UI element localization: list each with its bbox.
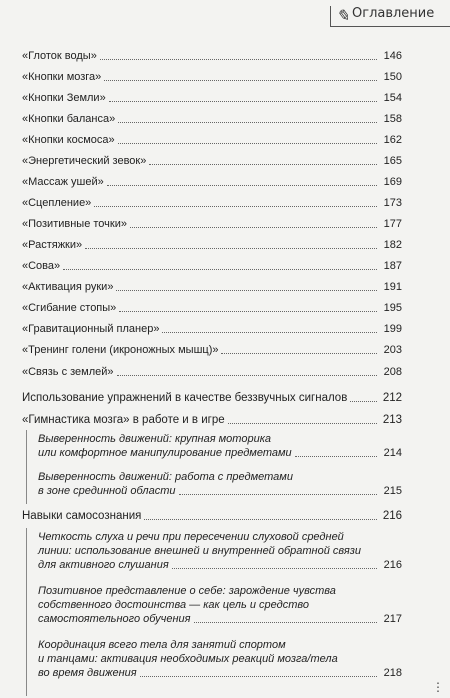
leader-dots [144, 518, 377, 520]
leader-dots [116, 289, 377, 291]
pen-icon: ✎ [336, 6, 350, 25]
toc-entry-label: «Сцепление» [22, 197, 92, 209]
toc-entry-label: «Связь с землей» [22, 366, 114, 378]
toc-entry-label: «Сгибание стопы» [22, 302, 117, 314]
leader-dots [149, 163, 377, 165]
leader-dots [109, 100, 377, 102]
toc-entry-page: 165 [383, 155, 402, 167]
toc-entry-label: «Тренинг голени (икроножных мышц)» [22, 344, 219, 356]
toc-subentry-line: линии: использование внешней и внутренней обратной связи [38, 545, 362, 557]
toc-entry-label: «Глоток воды» [22, 50, 97, 62]
toc-subentry-line: для активного слушания [38, 559, 169, 571]
toc-entry-label: «Гравитационный планер» [22, 323, 160, 335]
toc-entry-label: «Массаж ушей» [22, 176, 104, 188]
leader-dots [172, 568, 377, 569]
leader-dots [85, 247, 377, 249]
leader-dots [194, 622, 377, 623]
toc-entry-page: 208 [383, 366, 402, 378]
toc-entry[interactable] [22, 239, 402, 252]
leader-dots [117, 374, 377, 376]
toc-entry-page: 154 [383, 92, 402, 104]
toc-section[interactable] [22, 414, 402, 427]
toc-subentry-page: 216 [383, 559, 402, 571]
toc-entry-page: 177 [383, 218, 402, 230]
toc-section-label: «Гимнастика мозга» в работе и в игре [22, 414, 225, 426]
toc-entry[interactable] [22, 197, 402, 210]
toc-subentry-line: в зоне срединной области [38, 485, 176, 497]
toc-subentry[interactable] [38, 470, 402, 498]
leader-dots [104, 79, 377, 81]
toc-subentry-page: 217 [383, 613, 402, 625]
leader-dots [100, 58, 377, 60]
toc-subentry[interactable] [38, 638, 402, 680]
subsection-bar [26, 430, 27, 504]
toc-entry-page: 158 [383, 113, 402, 125]
toc-entry-page: 162 [383, 134, 402, 146]
toc-entry-page: 169 [383, 176, 402, 188]
toc-entry-label: «Кнопки мозга» [22, 71, 102, 83]
toc-subentry-line: и танцами: активация необходимых реакций мозга/тела [38, 653, 338, 665]
toc-entry[interactable] [22, 155, 402, 168]
leader-dots [228, 422, 377, 424]
leader-dots [94, 205, 377, 207]
toc-section[interactable] [22, 510, 402, 523]
leader-dots [140, 676, 377, 677]
toc-entry-label: «Кнопки Земли» [22, 92, 106, 104]
leader-dots [63, 268, 377, 270]
toc-subentry-line: Четкость слуха и речи при пересечении слуховой средней [38, 531, 344, 543]
toc-entry-label: «Растяжки» [22, 239, 83, 251]
toc-subentry-page: 215 [383, 485, 402, 497]
toc-entry-page: 199 [383, 323, 402, 335]
toc-entry[interactable] [22, 92, 402, 105]
toc-entry[interactable] [22, 218, 402, 231]
toc-entry-label: «Позитивные точки» [22, 218, 127, 230]
toc-entry[interactable] [22, 366, 402, 379]
leader-dots [118, 142, 377, 144]
toc-section-page: 213 [382, 414, 402, 426]
toc-subentry-line: Координация всего тела для занятий спортом [38, 639, 286, 651]
toc-subentry-page: 214 [383, 447, 402, 459]
toc-entry-page: 191 [383, 281, 402, 293]
toc-subentry-line: или комфортное манипулирование предметами [38, 447, 292, 459]
toc-subentry-line: самостоятельного обучения [38, 613, 191, 625]
toc-entry[interactable] [22, 323, 402, 336]
toc-entry-page: 150 [383, 71, 402, 83]
leader-dots [295, 456, 377, 457]
leader-dots [162, 331, 377, 333]
leader-dots [119, 310, 377, 312]
header-divider [330, 6, 331, 26]
toc-section[interactable] [22, 392, 402, 405]
running-header [330, 0, 450, 27]
toc-entry-label: «Энергетический зевок» [22, 155, 147, 167]
toc-entry-page: 146 [383, 50, 402, 62]
page-edge-mark: ⋮ [432, 680, 444, 694]
toc-entry[interactable] [22, 344, 402, 357]
leader-dots [130, 226, 377, 228]
toc-entry[interactable] [22, 50, 402, 63]
toc-subentry-line: собственного достоинства — как цель и средство [38, 599, 309, 611]
toc-subentry-line: Позитивное представление о себе: зарождение чувства [38, 585, 336, 597]
toc-section-page: 212 [382, 392, 402, 404]
leader-dots [107, 184, 377, 186]
toc-entry-page: 203 [383, 344, 402, 356]
subsection-bar [26, 528, 27, 696]
header-title: Оглавление [352, 6, 435, 21]
toc-subentry-line: Выверенность движений: крупная моторика [38, 433, 272, 445]
toc-entry-label: «Кнопки баланса» [22, 113, 116, 125]
toc-entry[interactable] [22, 281, 402, 294]
toc-entry[interactable] [22, 302, 402, 315]
toc-entry-page: 173 [383, 197, 402, 209]
toc-subentry[interactable] [38, 584, 402, 626]
toc-subentry-page: 218 [383, 667, 402, 679]
toc-entry-label: «Сова» [22, 260, 61, 272]
toc-entry[interactable] [22, 113, 402, 126]
toc-entry[interactable] [22, 71, 402, 84]
toc-subentry[interactable] [38, 530, 402, 572]
leader-dots [179, 494, 377, 495]
toc-subentry-line: Выверенность движений: работа с предметами [38, 471, 293, 483]
toc-entry-label: «Активация руки» [22, 281, 114, 293]
toc-entry-page: 195 [383, 302, 402, 314]
toc-section-label: Использование упражнений в качестве беззвучных сигналов [22, 392, 348, 404]
toc-entry[interactable] [22, 260, 402, 273]
toc-subentry[interactable] [38, 432, 402, 460]
toc-entry-page: 182 [383, 239, 402, 251]
toc-section-label: Навыки самосознания [22, 510, 142, 522]
toc-entry[interactable] [22, 134, 402, 147]
leader-dots [221, 352, 377, 354]
leader-dots [118, 121, 377, 123]
toc-entry-page: 187 [383, 260, 402, 272]
toc-entry[interactable] [22, 176, 402, 189]
leader-dots [350, 400, 377, 402]
toc-subentry-line: во время движения [38, 667, 137, 679]
toc-section-page: 216 [382, 510, 402, 522]
toc-entry-label: «Кнопки космоса» [22, 134, 115, 146]
